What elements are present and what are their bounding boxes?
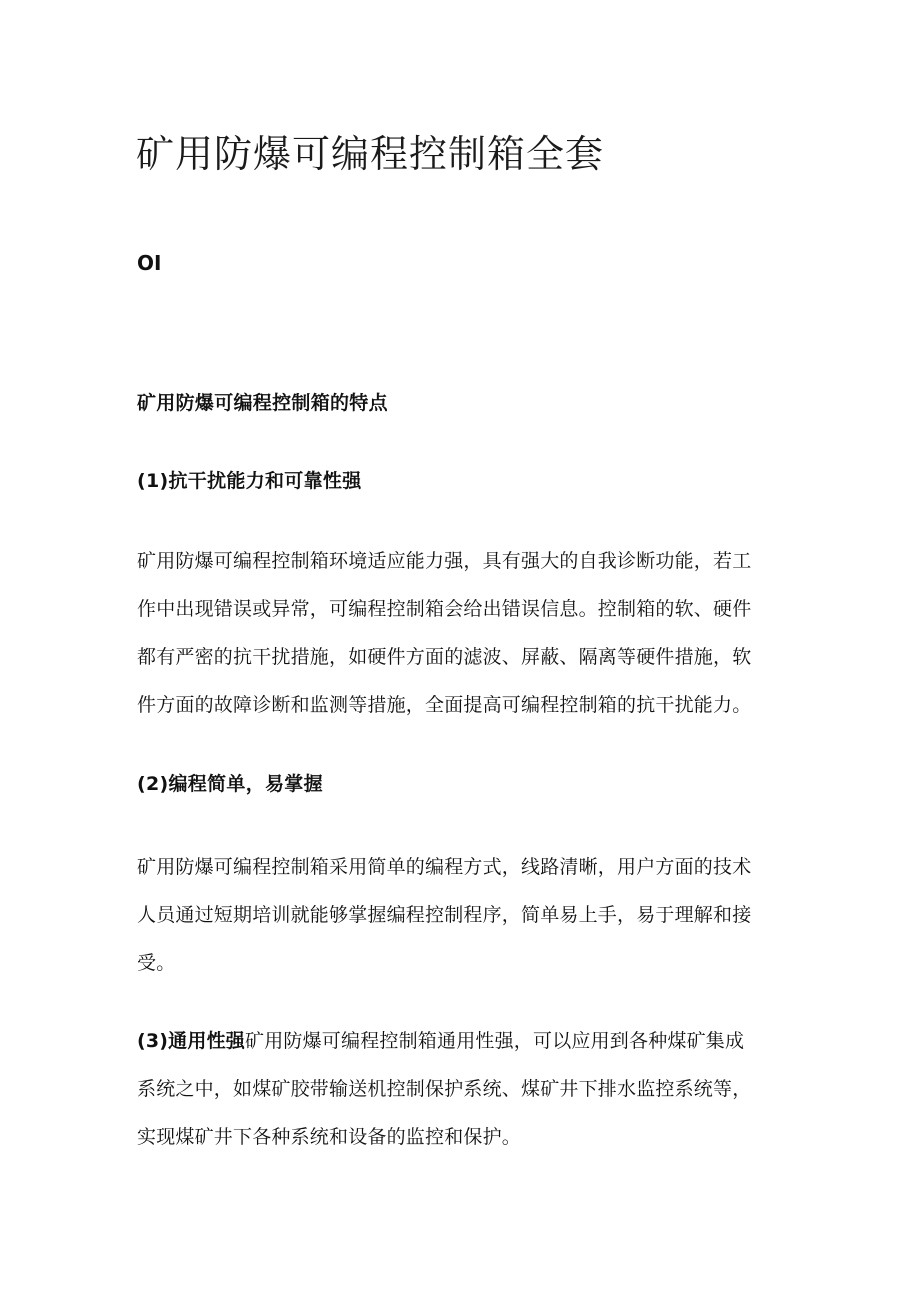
paragraph-line: 矿用防爆可编程控制箱环境适应能力强，具有强大的自我诊断功能，若工 — [137, 550, 752, 572]
paragraph-line: 都有严密的抗干扰措施，如硬件方面的滤波、屏蔽、隔离等硬件措施，软 — [137, 646, 752, 668]
item-2-heading: (2)编程简单，易掌握 — [137, 773, 323, 795]
paragraph-line — [137, 1017, 787, 1065]
document-title: 矿用防爆可编程控制箱全套 — [136, 132, 605, 176]
section-number: OI — [137, 251, 162, 275]
paragraph-line: 人员通过短期培训就能够掌握编程控制程序，简单易上手，易于理解和接 — [137, 904, 752, 926]
paragraph-line: 系统之中，如煤矿胶带输送机控制保护系统、煤矿井下排水监控系统等， — [137, 1078, 752, 1100]
paragraph-line: 件方面的故障诊断和监测等措施，全面提高可编程控制箱的抗干扰能力。 — [137, 694, 752, 716]
item-3-paragraph — [137, 1017, 787, 1161]
item-2-paragraph — [137, 843, 787, 987]
paragraph-line-text: 矿用防爆可编程控制箱通用性强，可以应用到各种煤矿集成 — [245, 1030, 745, 1052]
item-1-paragraph — [137, 537, 787, 729]
paragraph-line: 实现煤矿井下各种系统和设备的监控和保护。 — [137, 1126, 522, 1148]
paragraph-line: 矿用防爆可编程控制箱采用简单的编程方式，线路清晰，用户方面的技术 — [137, 856, 752, 878]
section-heading: 矿用防爆可编程控制箱的特点 — [137, 392, 388, 414]
paragraph-line: 受。 — [137, 952, 176, 974]
item-1-heading: (1)抗干扰能力和可靠性强 — [137, 470, 362, 492]
item-3-heading: (3)通用性强 — [137, 1030, 245, 1052]
paragraph-line: 作中出现错误或异常，可编程控制箱会给出错误信息。控制箱的软、硬件 — [137, 598, 752, 620]
